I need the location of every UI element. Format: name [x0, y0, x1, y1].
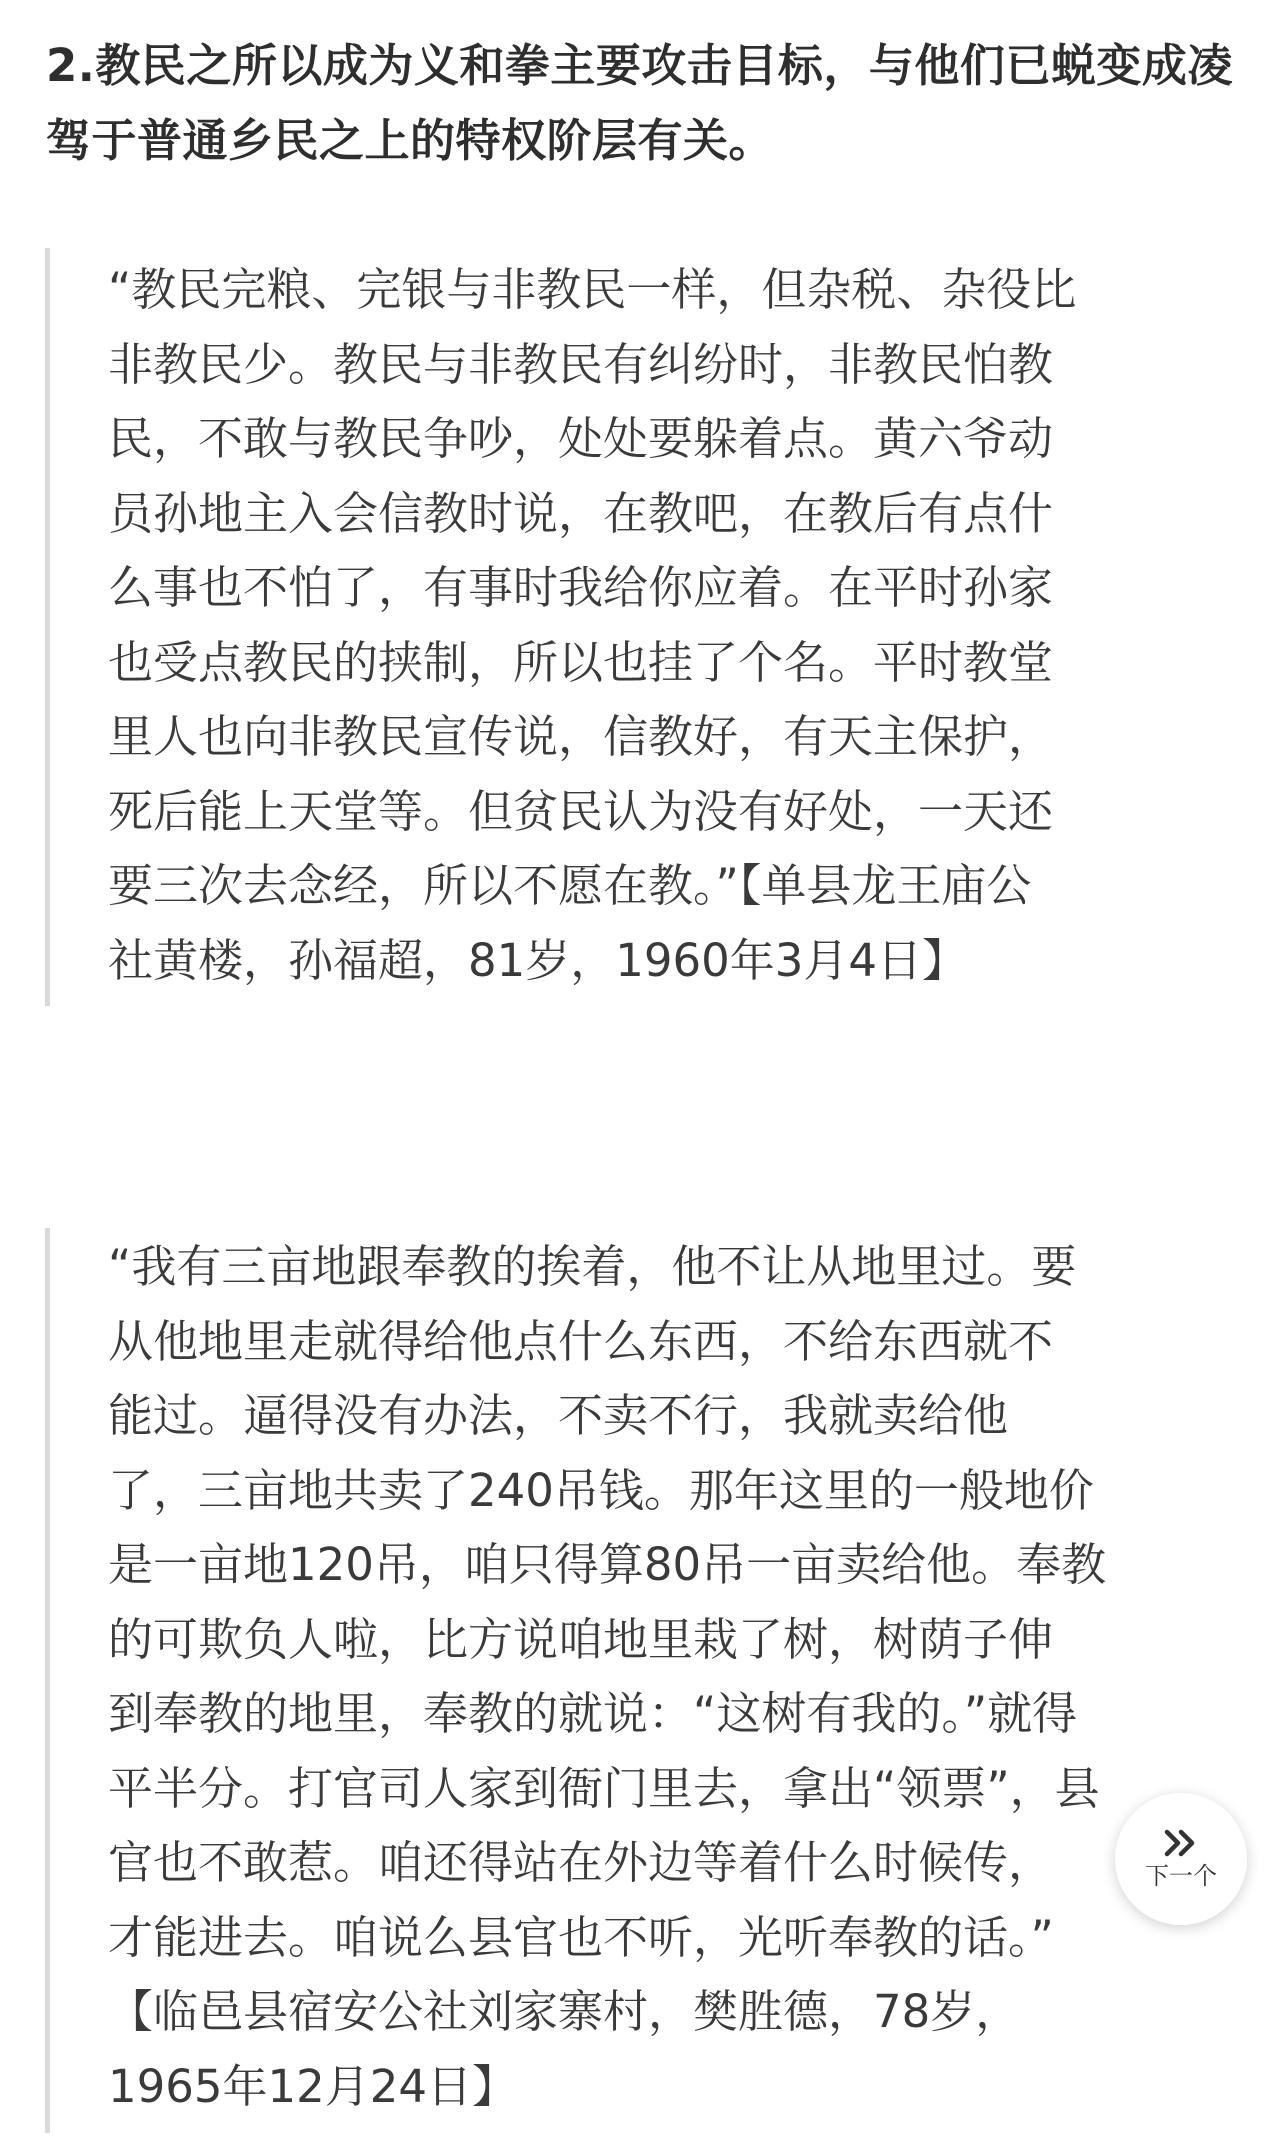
quote-text-2: “我有三亩地跟奉教的挨着，他不让从地里过。要 从他地里走就得给他点什么东西，不给东西就不 能过。逼得没有办法，不卖不行，我就卖给他 了，三亩地共卖了240吊钱。那年这里的一般地价 是一亩地120吊，咱只得算80吊一亩卖给他。奉教 的可欺负人啦，比方说咱地里栽了树，树荫子伸 到奉教的地里，奉教的就说：“这树有我的。”就得 平半分。打官司人家到衙门里去，拿出“领票”，县 官也不敢惹。咱还得站在外边等着什么时候传， 才能进去。咱说么县官也不听，光听奉教的话。” 【临邑县宿安公社刘家寨村，樊胜德，78岁， 1965年12月24日】: [108, 1240, 1107, 2113]
quote-block-2: [45, 1228, 1260, 2133]
next-button-label: 下一个: [1145, 1862, 1217, 1890]
quote-text-1: “教民完粮、完银与非教民一样，但杂税、杂役比 非教民少。教民与非教民有纠纷时，非教民怕教 民，不敢与教民争吵，处处要躲着点。黄六爷动 员孙地主入会信教时说，在教吧，在教后有点什 么事也不怕了，有事时我给你应着。在平时孙家 也受点教民的挟制，所以也挂了个名。平时教堂 里人也向非教民宣传说，信教好，有天主保护， 死后能上天堂等。但贫民认为没有好处，一天还 要三次去念经，所以不愿在教。”【单县龙王庙公 社黄楼，孙福超，81岁，1960年3月4日】: [108, 263, 1077, 987]
section-heading: 2.教民之所以成为义和拳主要攻击目标，与他们已蜕变成凌驾于普通乡民之上的特权阶层有关。: [46, 39, 1233, 167]
next-button[interactable]: [1115, 1793, 1247, 1925]
double-chevron-right-icon: [1161, 1828, 1201, 1858]
quote-block-1: [45, 248, 1260, 1006]
